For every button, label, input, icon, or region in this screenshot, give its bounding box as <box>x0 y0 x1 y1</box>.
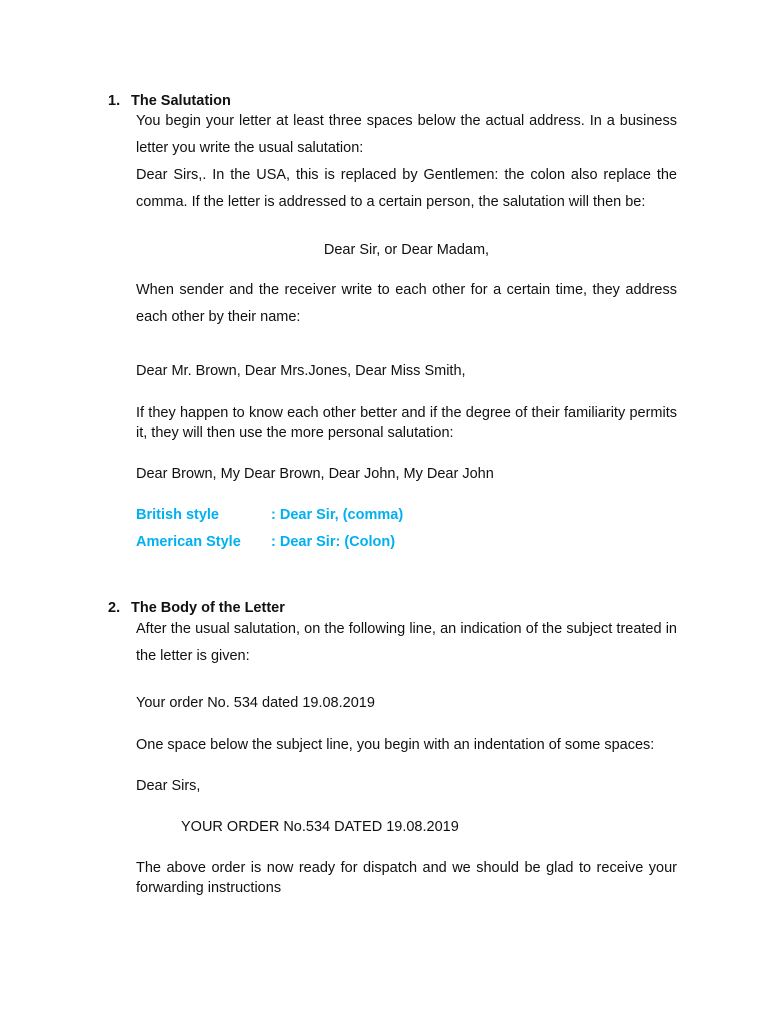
paragraph: The above order is now ready for dispatch and we should be glad to receive your forwarding instructions <box>136 860 677 896</box>
paragraph: When sender and the receiver write to each other for a certain time, they address each other by their name: <box>136 282 677 325</box>
section-number: 1. <box>108 93 121 109</box>
personal-salutations: Dear Brown, My Dear Brown, Dear John, My Dear John <box>136 466 494 482</box>
name-salutations: Dear Mr. Brown, Dear Mrs.Jones, Dear Miss Smith, <box>136 363 466 379</box>
subject-line: YOUR ORDER No.534 DATED 19.08.2019 <box>181 819 459 835</box>
style-label: American Style <box>136 534 241 550</box>
style-row-british <box>136 505 403 525</box>
style-value: : Dear Sir, (comma) <box>271 507 404 523</box>
paragraph: One space below the subject line, you begin with an indentation of some spaces: <box>136 737 655 753</box>
section-heading-body <box>108 600 285 616</box>
style-row-american <box>136 532 395 552</box>
paragraph: If they happen to know each other better and if the degree of their familiarity permits it, they will then use the more personal salutation: <box>136 405 677 441</box>
paragraph: Dear Sirs,. In the USA, this is replaced by Gentlemen: the colon also replace the comma. If the letter is addressed to a certain person, the salutation will then be: <box>136 167 677 210</box>
centered-salutation: Dear Sir, or Dear Madam, <box>323 242 490 258</box>
paragraph: You begin your letter at least three spaces below the actual address. In a business letter you write the usual salutation: <box>136 113 677 156</box>
section-title: The Body of the Letter <box>131 600 285 616</box>
style-value: : Dear Sir: (Colon) <box>271 534 396 550</box>
section-title: The Salutation <box>131 93 231 109</box>
greeting: Dear Sirs, <box>136 778 201 794</box>
order-line: Your order No. 534 dated 19.08.2019 <box>136 695 375 711</box>
section-heading-salutation <box>108 93 231 109</box>
section-number: 2. <box>108 600 121 616</box>
paragraph: After the usual salutation, on the following line, an indication of the subject treated in the letter is given: <box>136 621 677 664</box>
style-label: British style <box>136 507 219 523</box>
